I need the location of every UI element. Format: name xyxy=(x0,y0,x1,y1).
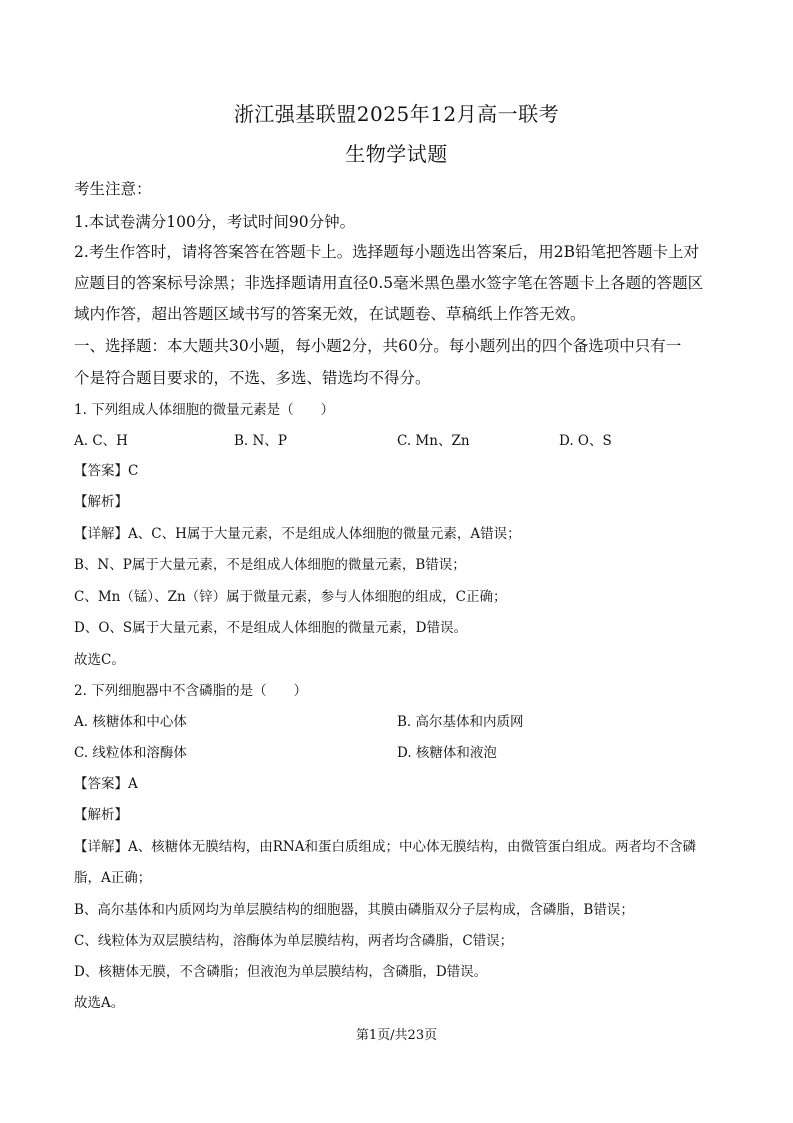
question-2-answer: 【答案】A xyxy=(74,776,138,792)
exam-title: 浙江强基联盟2025年12月高一联考 xyxy=(233,102,560,126)
question-2-option-d: D. 核糖体和液泡 xyxy=(397,745,497,761)
question-1-explain-4: D、O、S属于大量元素，不是组成人体细胞的微量元素，D错误。 xyxy=(74,620,467,636)
question-2-explain-1: 【详解】A、核糖体无膜结构，由RNA和蛋白质组成；中心体无膜结构，由微管蛋白组成。两者均不含磷 xyxy=(74,839,696,855)
question-1-option-d: D. O、S xyxy=(559,433,612,449)
question-1-option-c: C. Mn、Zn xyxy=(397,433,470,449)
question-1-conclusion: 故选C。 xyxy=(74,652,125,668)
question-2-explain-3: B、高尔基体和内质网均为单层膜结构的细胞器，其膜由磷脂双分子层构成，含磷脂，B错误； xyxy=(74,902,634,918)
question-2-stem: 2. 下列细胞器中不含磷脂的是（ ） xyxy=(74,683,308,699)
notice-item-1: 1.本试卷满分100分，考试时间90分钟。 xyxy=(74,213,356,231)
question-2-conclusion: 故选A。 xyxy=(74,995,125,1011)
question-1-option-b: B. N、P xyxy=(234,433,287,449)
question-2-explain-4: C、线粒体为双层膜结构，溶酶体为单层膜结构，两者均含磷脂，C错误； xyxy=(74,933,514,949)
question-1-stem: 1. 下列组成人体细胞的微量元素是（ ） xyxy=(74,402,335,418)
question-2-analysis-label: 【解析】 xyxy=(74,807,128,823)
question-2-explain-2: 脂，A正确； xyxy=(74,870,152,886)
question-2-option-b: B. 高尔基体和内质网 xyxy=(397,714,524,730)
question-2-explain-5: D、核糖体无膜，不含磷脂；但液泡为单层膜结构，含磷脂，D错误。 xyxy=(74,964,488,980)
notice-item-2-line-3: 域内作答，超出答题区域书写的答案无效，在试题卷、草稿纸上作答无效。 xyxy=(74,305,586,323)
notice-heading: 考生注意： xyxy=(74,180,152,198)
question-1-explain-1: 【详解】A、C、H属于大量元素，不是组成人体细胞的微量元素，A错误； xyxy=(74,526,521,542)
section-intro-line-1: 一、选择题：本大题共30小题，每小题2分，共60分。每小题列出的四个备选项中只有一 xyxy=(74,337,682,355)
page-number: 第1页/共23页 xyxy=(355,1028,438,1043)
exam-subtitle: 生物学试题 xyxy=(345,142,448,166)
question-1-analysis-label: 【解析】 xyxy=(74,494,128,510)
question-2-option-a: A. 核糖体和中心体 xyxy=(74,714,187,730)
question-1-explain-3: C、Mn（锰）、Zn（锌）属于微量元素，参与人体细胞的组成，C正确； xyxy=(74,589,507,605)
notice-item-2-line-1: 2.考生作答时，请将答案答在答题卡上。选择题每小题选出答案后，用2B铅笔把答题卡上对 xyxy=(74,243,700,261)
question-1-explain-2: B、N、P属于大量元素，不是组成人体细胞的微量元素，B错误； xyxy=(74,557,466,573)
question-1-option-a: A. C、H xyxy=(74,433,128,449)
section-intro-line-2: 个是符合题目要求的，不选、多选、错选均不得分。 xyxy=(74,369,431,387)
notice-item-2-line-2: 应题目的答案标号涂黑；非选择题请用直径0.5毫米黑色墨水签字笔在答题卡上各题的答题区 xyxy=(74,274,704,292)
question-1-answer: 【答案】C xyxy=(74,463,139,479)
question-2-option-c: C. 线粒体和溶酶体 xyxy=(74,745,187,761)
